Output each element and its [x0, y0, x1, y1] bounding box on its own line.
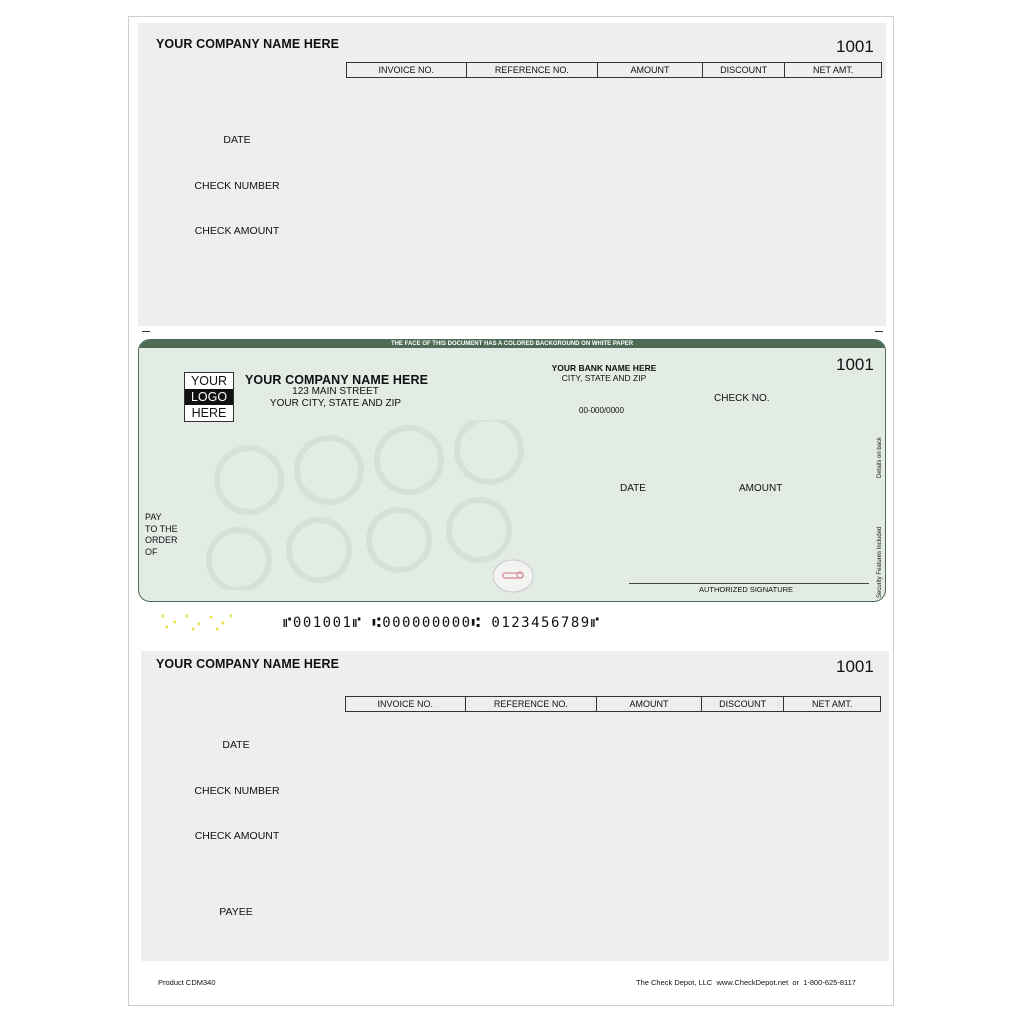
logo-placeholder — [184, 372, 234, 422]
top-check-number-label: CHECK NUMBER — [194, 180, 280, 192]
security-features-text: Security Features Included — [877, 526, 883, 598]
top-check-amount-label: CHECK AMOUNT — [194, 225, 280, 237]
header-reference-no: REFERENCE NO. — [466, 63, 598, 78]
check-street: 123 MAIN STREET — [292, 386, 379, 397]
security-band: THE FACE OF THIS DOCUMENT HAS A COLORED BACKGROUND ON WHITE PAPER — [139, 340, 885, 348]
header-invoice-no: INVOICE NO. — [346, 697, 466, 712]
header-amount: AMOUNT — [597, 697, 702, 712]
header-discount: DISCOUNT — [702, 63, 784, 78]
security-strip — [875, 400, 886, 598]
check-no-label: CHECK NO. — [714, 393, 770, 404]
perforation-mark-left — [142, 331, 150, 332]
top-remittance-header — [346, 62, 882, 78]
check-city: YOUR CITY, STATE AND ZIP — [269, 398, 402, 409]
header-discount: DISCOUNT — [701, 697, 783, 712]
micr-line: ⑈001001⑈ ⑆000000000⑆ 0123456789⑈ — [283, 615, 601, 631]
bottom-remittance-header — [345, 696, 881, 712]
amount-label: AMOUNT — [739, 483, 783, 494]
padlock-seal-icon — [491, 558, 535, 594]
bottom-stub-company-name: YOUR COMPANY NAME HERE — [156, 657, 340, 671]
logo-line-2: LOGO — [185, 389, 233, 405]
bottom-payee-label: PAYEE — [219, 906, 253, 918]
product-code: Product CDM340 — [158, 978, 216, 987]
holographic-foil-dots — [157, 612, 237, 632]
perforation-mark-right — [875, 331, 883, 332]
pay-line-4: OF — [145, 546, 158, 557]
routing-fraction: 00-000/0000 — [579, 406, 624, 415]
pay-line-3: ORDER — [145, 535, 178, 545]
check-face-number: 1001 — [836, 355, 874, 374]
header-net-amt: NET AMT. — [785, 63, 882, 78]
logo-line-3: HERE — [191, 406, 227, 420]
details-on-back-text: Details on back — [877, 436, 883, 478]
bank-city: CITY, STATE AND ZIP — [561, 373, 647, 383]
header-net-amt: NET AMT. — [784, 697, 881, 712]
header-amount: AMOUNT — [598, 63, 703, 78]
vendor-info: The Check Depot, LLC www.CheckDepot.net or 1-800-625-8117 — [636, 978, 856, 987]
void-pantograph-watermark — [179, 420, 659, 590]
authorized-signature-label: AUTHORIZED SIGNATURE — [699, 585, 794, 594]
logo-line-1: YOUR — [190, 374, 228, 388]
header-invoice-no: INVOICE NO. — [347, 63, 467, 78]
top-stub-company-name: YOUR COMPANY NAME HERE — [156, 37, 340, 51]
pay-to-the-order-of — [145, 512, 178, 558]
bottom-date-label: DATE — [222, 739, 250, 751]
bottom-check-amount-label: CHECK AMOUNT — [194, 830, 280, 842]
pay-line-1: PAY — [145, 512, 162, 522]
bottom-check-number-label: CHECK NUMBER — [194, 785, 280, 797]
header-reference-no: REFERENCE NO. — [465, 697, 597, 712]
bank-name: YOUR BANK NAME HERE — [551, 363, 657, 373]
date-label: DATE — [620, 483, 646, 494]
check-face — [138, 339, 886, 602]
check-company-name: YOUR COMPANY NAME HERE — [245, 373, 429, 387]
top-date-label: DATE — [223, 134, 251, 146]
signature-line — [629, 583, 869, 584]
top-stub-check-number: 1001 — [836, 37, 874, 56]
bottom-stub-check-number: 1001 — [836, 657, 874, 676]
pay-line-2: TO THE — [145, 523, 178, 534]
